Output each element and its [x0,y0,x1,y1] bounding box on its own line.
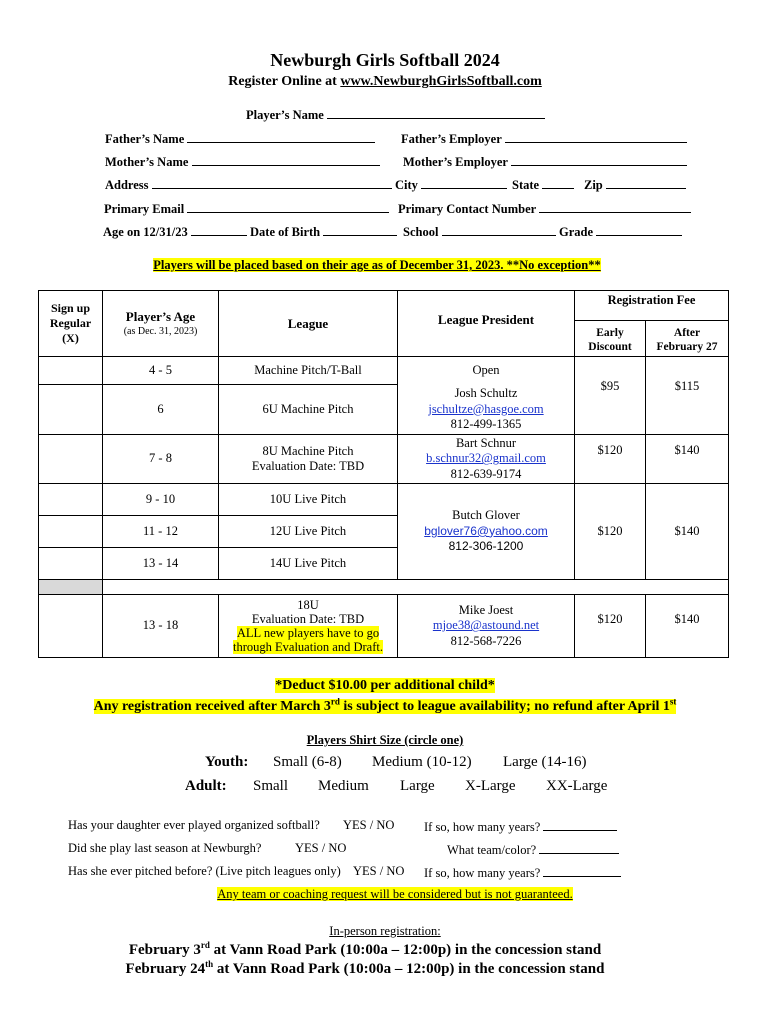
inperson-date-2: February 24th at Vann Road Park (10:00a – 12:00p) in the concession stand [125,959,605,977]
age-cell: 7 - 8 [149,451,172,466]
deduct-notice: *Deduct $10.00 per additional child* [275,678,495,693]
age-notice: Players will be placed based on their age as of December 31, 2023. **No exception** [153,258,601,272]
president-cell: Josh Schultz jschultze@hasgoe.com 812-499-1365 [428,386,544,432]
age-cell: 13 - 14 [142,555,179,570]
fathers-employer-field[interactable]: Father’s Employer [401,130,687,147]
youth-size-option[interactable]: Medium (10-12) [372,754,472,770]
years-played-field[interactable]: If so, how many years? [424,818,617,835]
header-after: After February 27 [656,327,718,353]
fee-after: $140 [674,612,700,627]
fee-early: $120 [597,443,623,458]
question-played-before: Has your daughter ever played organized softball? [68,818,320,832]
zip-field[interactable]: Zip [584,176,686,193]
email-link[interactable]: b.schnur32@gmail.com [426,451,546,466]
fee-early: $95 [600,379,620,394]
inperson-date-1: February 3rd at Vann Road Park (10:00a – 12:00p) in the concession stand [128,940,602,958]
yes-no-choice[interactable]: YES / NO [353,864,405,878]
school-field[interactable]: School [403,223,556,240]
yes-no-choice[interactable]: YES / NO [295,841,347,855]
header-age: Player’s Age (as Dec. 31, 2023) [123,308,198,337]
age-cell: 4 - 5 [149,362,172,377]
years-pitched-field[interactable]: If so, how many years? [424,864,621,881]
fee-early: $120 [597,523,623,538]
question-pitched: Has she ever pitched before? (Live pitch leagues only) [68,864,341,878]
header-president: League President [437,311,535,327]
header-league: League [287,315,329,331]
fee-after: $140 [674,443,700,458]
fathers-name-field[interactable]: Father’s Name [105,130,375,147]
fee-after: $140 [674,523,700,538]
fee-after: $115 [674,379,700,394]
adult-label: Adult: [185,778,227,794]
question-last-season: Did she play last season at Newburgh? [68,841,262,855]
fee-early: $120 [597,612,623,627]
league-cell: 12U Live Pitch [269,523,347,538]
league-cell: 10U Live Pitch [269,491,347,506]
mothers-name-field[interactable]: Mother’s Name [105,153,380,170]
adult-size-option[interactable]: Medium [318,778,369,794]
primary-email-field[interactable]: Primary Email [104,200,389,217]
email-link[interactable]: jschultze@hasgoe.com [428,401,544,416]
email-link[interactable]: bglover76@yahoo.com [424,523,548,538]
city-field[interactable]: City [395,176,507,193]
primary-contact-field[interactable]: Primary Contact Number [398,200,691,217]
header-early: Early Discount [588,327,632,353]
president-cell: Butch Glover bglover76@yahoo.com 812-306-1200 [424,508,548,554]
age-cell: 9 - 10 [145,491,176,506]
state-field[interactable]: State [512,176,574,193]
age-cell: 11 - 12 [143,523,178,538]
age-on-field[interactable]: Age on 12/31/23 [103,223,247,240]
email-link[interactable]: mjoe38@astound.net [432,618,540,633]
age-cell: 13 - 18 [142,618,179,633]
yes-no-choice[interactable]: YES / NO [343,818,395,832]
adult-size-option[interactable]: X-Large [465,778,516,794]
president-cell: Mike Joest mjoe38@astound.net 812-568-7226 [432,602,540,648]
shirt-size-title: Players Shirt Size (circle one) [306,733,464,747]
youth-label: Youth: [205,754,249,770]
header-fee: Registration Fee [607,293,696,308]
adult-size-option[interactable]: XX-Large [546,778,608,794]
dob-field[interactable]: Date of Birth [250,223,397,240]
youth-size-option[interactable]: Large (14-16) [503,754,587,770]
president-cell: Open [472,362,500,377]
register-prefix: Register Online at [228,74,337,89]
age-cell: 6 [157,401,164,416]
late-registration-notice: Any registration received after March 3rd is subject to league availability; no refund after April 1st [93,696,677,714]
league-cell: Machine Pitch/T-Ball [254,362,362,377]
president-cell: Bart Schnur b.schnur32@gmail.com 812-639-9174 [426,435,546,481]
adult-size-option[interactable]: Small [253,778,289,794]
header-signup: Sign up Regular (X) [49,301,92,345]
inperson-title: In-person registration: [329,924,441,938]
league-cell: 14U Live Pitch [269,555,347,570]
team-request-notice: Any team or coaching request will be considered but is not guaranteed. [217,887,573,901]
league-cell: 18U Evaluation Date: TBD ALL new players have to go through Evaluation and Draft. [233,598,383,654]
adult-size-option[interactable]: Large [400,778,435,794]
league-cell: 6U Machine Pitch [262,401,354,416]
league-cell: 8U Machine Pitch Evaluation Date: TBD [251,443,365,473]
address-field[interactable]: Address [105,176,392,193]
youth-size-option[interactable]: Small (6-8) [273,754,342,770]
register-line [0,74,770,90]
players-name-field[interactable]: Player’s Name [246,106,545,123]
register-url-link[interactable]: www.NewburghGirlsSoftball.com [340,74,542,89]
grade-field[interactable]: Grade [559,223,682,240]
mothers-employer-field[interactable]: Mother’s Employer [403,153,687,170]
page-title: Newburgh Girls Softball 2024 [270,50,500,70]
team-color-field[interactable]: What team/color? [447,841,619,858]
